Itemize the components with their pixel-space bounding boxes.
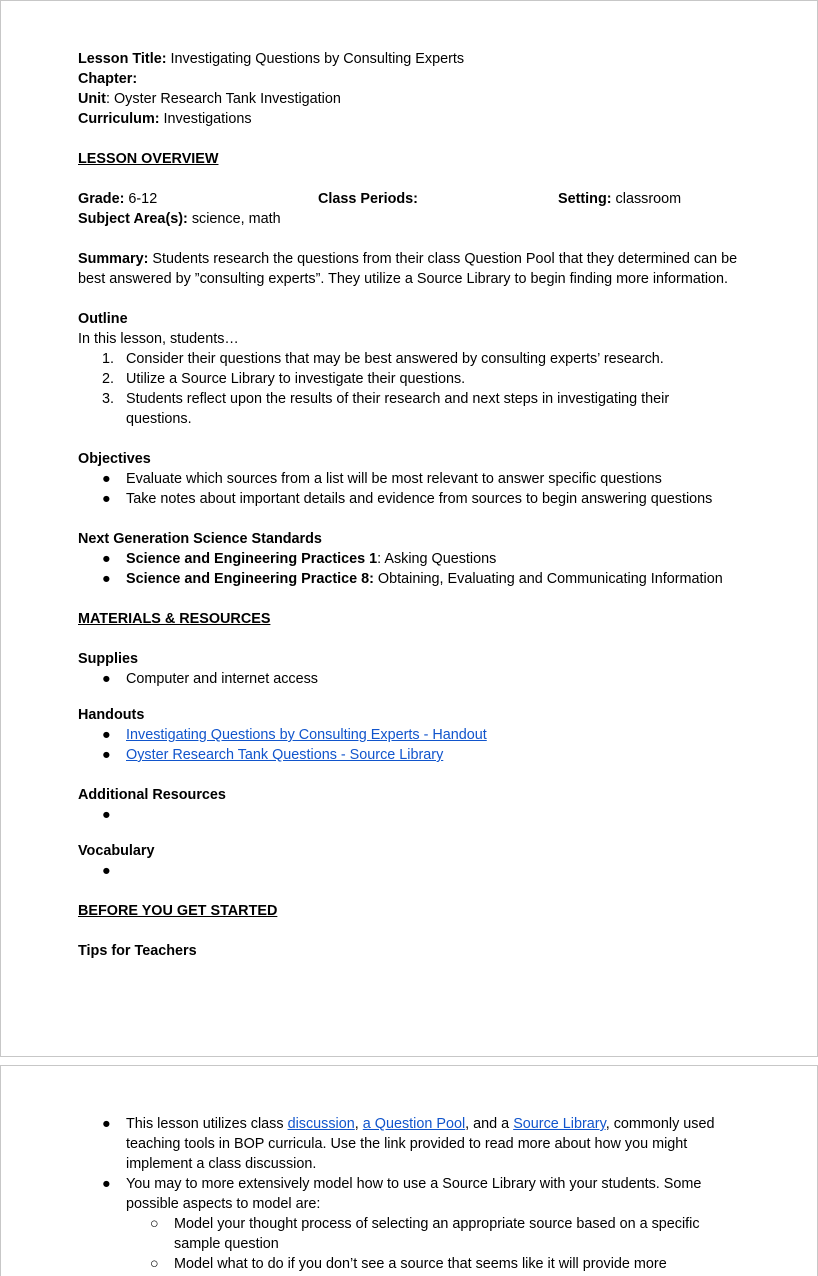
outline-item-text: Students reflect upon the results of their research and next steps in investigating their questions. [126, 391, 670, 427]
objective-text: Take notes about important details and evidence from sources to begin answering questions [126, 491, 713, 507]
grade-value: 6-12 [124, 191, 158, 207]
ngss-item [78, 569, 738, 589]
before-you-get-started-heading: BEFORE YOU GET STARTED [78, 903, 278, 919]
outline-number: 1. [102, 351, 115, 367]
setting-field [558, 189, 681, 209]
circle-bullet-icon: ○ [150, 1216, 159, 1232]
subject-label: Subject Area(s): [78, 211, 188, 227]
lesson-title-label: Lesson Title: [78, 51, 167, 67]
vocabulary-item [78, 861, 738, 881]
outline-intro: In this lesson, students… [78, 331, 239, 347]
tip-subitem [78, 1214, 738, 1254]
outline-item-text: Utilize a Source Library to investigate their questions. [126, 371, 466, 387]
objective-item [78, 489, 738, 509]
summary-paragraph [78, 249, 738, 289]
document-page-2 [0, 1065, 818, 1276]
circle-bullet-icon: ○ [150, 1256, 159, 1272]
unit-line [78, 89, 738, 109]
vocabulary-list [78, 861, 738, 881]
ngss-label: Science and Engineering Practice 8: [126, 571, 374, 587]
summary-label: Summary: [78, 251, 149, 267]
supplies-heading: Supplies [78, 651, 138, 667]
handouts-list [78, 725, 738, 765]
supply-text: Computer and internet access [126, 671, 318, 687]
materials-heading: MATERIALS & RESOURCES [78, 611, 271, 627]
additional-resources-heading: Additional Resources [78, 787, 226, 803]
grade-label: Grade: [78, 191, 125, 207]
ngss-heading: Next Generation Science Standards [78, 531, 322, 547]
outline-item [78, 369, 738, 389]
handout-link[interactable]: Investigating Questions by Consulting Experts - Handout [126, 727, 487, 743]
question-pool-link[interactable]: a Question Pool [362, 1116, 466, 1132]
tip-subitem [78, 1254, 738, 1274]
handout-item [78, 725, 738, 745]
lesson-overview-heading: LESSON OVERVIEW [78, 151, 219, 167]
objectives-heading: Objectives [78, 451, 151, 467]
summary-text: Students research the questions from their class Question Pool that they determined can be best answered by ”consulting experts”. They utilize a Source Library to begin finding more information. [78, 251, 738, 287]
ngss-label: Science and Engineering Practices 1 [126, 551, 378, 567]
bullet-icon: ● [102, 471, 111, 487]
ngss-text: Obtaining, Evaluating and Communicating Information [373, 571, 723, 587]
setting-label: Setting: [558, 191, 612, 207]
outline-number: 3. [102, 391, 115, 407]
bullet-icon: ● [102, 727, 111, 743]
supply-item [78, 669, 738, 689]
handout-item [78, 745, 738, 765]
lesson-title-value: Investigating Questions by Consulting Experts [166, 51, 465, 67]
curriculum-value: Investigations [159, 111, 252, 127]
subject-line [78, 209, 738, 229]
discussion-link[interactable]: discussion [287, 1116, 355, 1132]
bullet-icon: ● [102, 1176, 111, 1192]
chapter-line [78, 69, 738, 89]
additional-resource-item [78, 805, 738, 825]
source-library-link[interactable]: Oyster Research Tank Questions - Source Library [126, 747, 444, 763]
tip-text: , commonly used teaching tools in BOP curricula. Use the link provided to read more about how you might implement a class discussion. [126, 1116, 715, 1172]
ngss-list [78, 549, 738, 589]
setting-value: classroom [611, 191, 682, 207]
grade-row [78, 189, 738, 209]
outline-heading: Outline [78, 311, 128, 327]
source-library-link[interactable]: Source Library [513, 1116, 606, 1132]
tip-text: , [354, 1116, 363, 1132]
supplies-list [78, 669, 738, 689]
curriculum-line [78, 109, 738, 129]
bullet-icon: ● [102, 571, 111, 587]
tip-text: This lesson utilizes class [126, 1116, 288, 1132]
page-gap [0, 1057, 818, 1065]
chapter-label: Chapter: [78, 71, 138, 87]
objectives-list [78, 469, 738, 509]
page-2-content [78, 1114, 738, 1274]
tip-item [78, 1174, 738, 1214]
bullet-icon: ● [102, 863, 111, 879]
class-periods-label: Class Periods: [318, 191, 418, 207]
outline-item [78, 349, 738, 369]
curriculum-label: Curriculum: [78, 111, 160, 127]
unit-value: : Oyster Research Tank Investigation [105, 91, 341, 107]
ngss-item [78, 549, 738, 569]
tips-heading: Tips for Teachers [78, 943, 197, 959]
objective-text: Evaluate which sources from a list will be most relevant to answer specific questions [126, 471, 662, 487]
tip-text: , and a [465, 1116, 514, 1132]
bullet-icon: ● [102, 671, 111, 687]
subject-value: science, math [187, 211, 281, 227]
ngss-text: : Asking Questions [377, 551, 497, 567]
grade-field [78, 189, 157, 209]
bullet-icon: ● [102, 747, 111, 763]
unit-label: Unit [78, 91, 106, 107]
lesson-title-line [78, 49, 738, 69]
additional-resources-list [78, 805, 738, 825]
tips-list [78, 1114, 738, 1274]
tip-item [78, 1114, 738, 1174]
bullet-icon: ● [102, 807, 111, 823]
bullet-icon: ● [102, 1116, 111, 1132]
bullet-icon: ● [102, 551, 111, 567]
page-1-content [78, 49, 738, 961]
vocabulary-heading: Vocabulary [78, 843, 155, 859]
outline-number: 2. [102, 371, 115, 387]
objective-item [78, 469, 738, 489]
tip-subitem-text: Model what to do if you don’t see a source that seems like it will provide more [174, 1256, 667, 1272]
tip-text: You may to more extensively model how to use a Source Library with your students. Some possible aspects to model are: [126, 1176, 702, 1212]
bullet-icon: ● [102, 491, 111, 507]
outline-item-text: Consider their questions that may be best answered by consulting experts’ research. [126, 351, 664, 367]
class-periods-field [318, 189, 418, 209]
handouts-heading: Handouts [78, 707, 145, 723]
tip-subitem-text: Model your thought process of selecting an appropriate source based on a specific sample question [174, 1216, 700, 1252]
outline-item [78, 389, 738, 429]
outline-list [78, 349, 738, 429]
